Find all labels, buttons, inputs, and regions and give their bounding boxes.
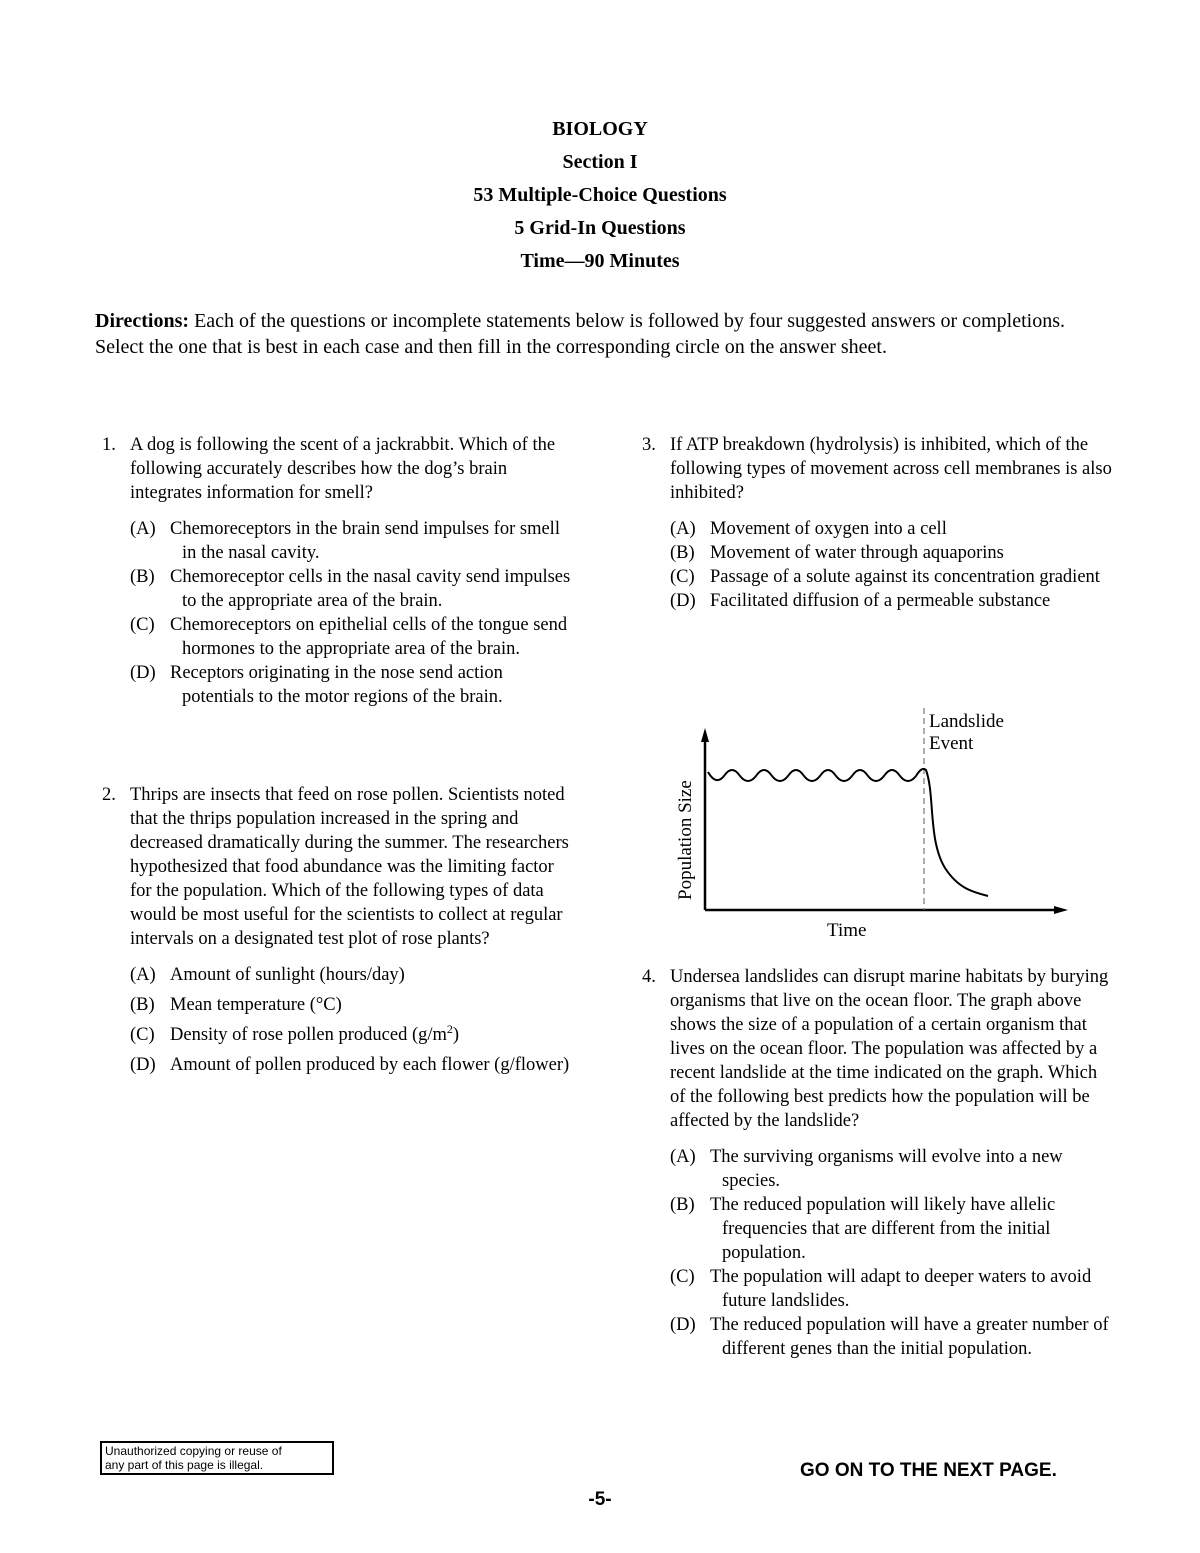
choice-text: Amount of pollen produced by each flower (g/flower) [170,1055,570,1075]
copyright-notice [100,1441,334,1475]
superscript: 2 [446,1021,453,1036]
choice-c [670,1265,1112,1313]
choice-c [670,565,1112,589]
choice-d [670,589,1112,613]
choice-text: The population will adapt to deeper waters to avoid future landslides. [710,1267,1092,1311]
choice-label: (D) [130,663,156,683]
directions [95,308,1105,360]
graph-svg [660,700,1080,950]
choice-text: Chemoreceptors on epithelial cells of the tongue send hormones to the appropriate area of the brain. [170,615,568,659]
choice-a [670,517,1112,541]
choice-label: (B) [670,543,695,563]
choice-label: (B) [670,1195,695,1215]
question-4 [642,965,1112,1361]
choice-text: Movement of water through aquaporins [710,543,1004,563]
directions-label: Directions: [95,310,190,332]
answer-choices [670,1145,1112,1361]
notice-line-2: any part of this page is illegal. [105,1458,264,1472]
choice-label: (C) [130,1025,155,1045]
question-number: 4. [642,967,656,987]
choice-label: (C) [670,1267,695,1287]
choice-b [670,1193,1112,1265]
population-graph [660,700,1080,950]
choice-text-wrapper [170,1023,572,1047]
choice-b [130,993,572,1017]
choice-text: Facilitated diffusion of a permeable substance [710,591,1051,611]
page-header [0,113,1200,278]
choice-label: (D) [130,1055,156,1075]
choice-label: (A) [670,519,696,539]
answer-choices [130,517,572,709]
choice-label: (C) [670,567,695,587]
directions-text: Each of the questions or incomplete statements below is followed by four suggested answers or completions. Select the one that is best in each case and then fill in the corresponding circle on the answer sheet. [95,310,1065,358]
choice-a [670,1145,1112,1193]
choice-label: (B) [130,995,155,1015]
question-number: 2. [102,785,116,805]
choice-text: The reduced population will likely have allelic frequencies that are different from the initial population. [710,1195,1056,1263]
question-stem: A dog is following the scent of a jackrabbit. Which of the following accurately describes how the dog’s brain integrates information for smell? [130,435,556,503]
choice-text: Receptors originating in the nose send action potentials to the motor regions of the brain. [170,663,503,707]
choice-label: (A) [130,519,156,539]
choice-c [130,1023,572,1047]
y-axis-label: Population Size [675,780,696,900]
choice-text: Passage of a solute against its concentration gradient [710,567,1100,587]
grid-count: 5 Grid-In Questions [514,217,686,239]
x-axis-label: Time [827,920,867,941]
event-label-line2: Event [929,733,974,754]
mc-count: 53 Multiple-Choice Questions [473,184,727,206]
choice-text-end: ) [452,1025,460,1045]
subject-title: BIOLOGY [552,118,648,140]
x-axis-arrow [1054,906,1068,914]
choice-label: (D) [670,1315,696,1335]
answer-choices [130,963,572,1077]
question-stem: Thrips are insects that feed on rose pollen. Scientists noted that the thrips population increased in the spring and decreased dramatically during the summer. The researchers hypothesized that food abundance was the limiting factor for the population. Which of the following types of data would be most useful for the scientists to collect at regular intervals on a designated test plot of rose plants? [130,785,569,949]
time-limit: Time—90 Minutes [520,250,680,272]
choice-label: (C) [130,615,155,635]
choice-text: The surviving organisms will evolve into a new species. [710,1147,1063,1191]
question-3 [642,433,1112,613]
question-2 [102,783,572,1077]
choice-text: The reduced population will have a greater number of different genes than the initial population. [710,1315,1109,1359]
answer-choices [670,517,1112,613]
choice-b [130,565,572,613]
event-label-line1: Landslide [929,711,1004,732]
notice-line-1: Unauthorized copying or reuse of [105,1444,282,1458]
choice-label: (A) [670,1147,696,1167]
choice-b [670,541,1112,565]
choice-d [130,1053,572,1077]
y-axis-arrow [701,728,709,742]
choice-label: (D) [670,591,696,611]
choice-text: Density of rose pollen produced (g/m [170,1025,447,1045]
question-stem: Undersea landslides can disrupt marine habitats by burying organisms that live on the ocean floor. The graph above shows the size of a population of a certain organism that lives on the ocean floor. The population was affected by a recent landslide at the time indicated on the graph. Which of the following best predicts how the population will be affected by the landslide? [670,967,1109,1131]
choice-label: (B) [130,567,155,587]
question-1 [102,433,572,709]
choice-c [130,613,572,661]
choice-text: Chemoreceptors in the brain send impulses for smell in the nasal cavity. [170,519,560,563]
population-curve [708,769,988,896]
page-number: -5- [588,1489,612,1510]
choice-text: Mean temperature (°C) [170,995,342,1015]
choice-a [130,517,572,565]
section-title: Section I [562,151,638,173]
choice-text: Amount of sunlight (hours/day) [170,965,405,985]
question-stem: If ATP breakdown (hydrolysis) is inhibited, which of the following types of movement across cell membranes is also inhibited? [670,435,1112,503]
choice-d [130,661,572,709]
choice-label: (A) [130,965,156,985]
choice-text: Chemoreceptor cells in the nasal cavity send impulses to the appropriate area of the brain. [170,567,571,611]
question-number: 1. [102,435,116,455]
next-page-instruction: GO ON TO THE NEXT PAGE. [800,1460,1057,1481]
choice-a [130,963,572,987]
choice-text: Movement of oxygen into a cell [710,519,947,539]
choice-d [670,1313,1112,1361]
question-number: 3. [642,435,656,455]
